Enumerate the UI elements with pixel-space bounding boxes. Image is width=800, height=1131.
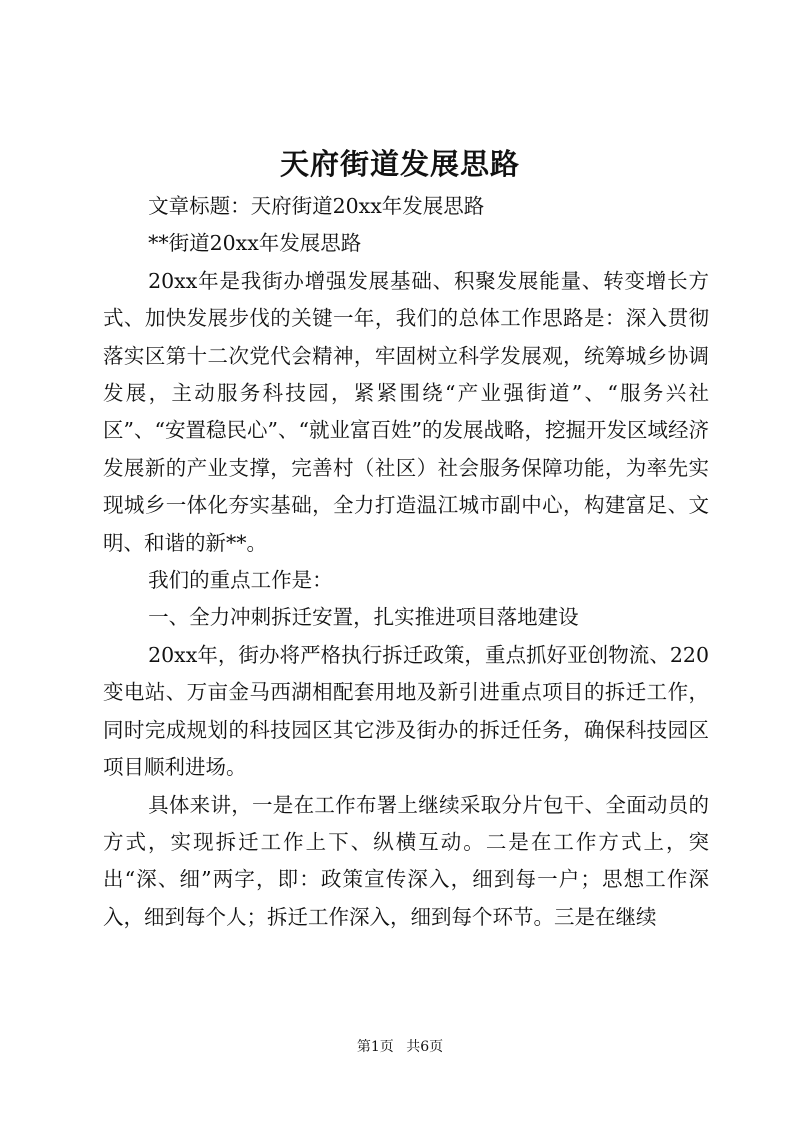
document-body	[103, 188, 709, 936]
subtitle-line: **街道20xx年发展思路	[148, 231, 362, 256]
page-number: 第1页	[356, 1039, 394, 1055]
paragraph-overview: 20xx年是我街办增强发展基础、积聚发展能量、转变增长方式、加快发展步伐的关键一年，我们的总体工作思路是：深入贯彻落实区第十二次党代会精神，牢固树立科学发展观，统筹城乡协调发展，主动服务科技园，紧紧围绕“产业强街道”、“服务兴社区”、“安置稳民心”、“就业富百姓”的发展战略，挖掘开发区域经济发展新的产业支撑，完善村（社区）社会服务保障功能，为率先实现城乡一体化夯实基础，全力打造温江城市副中心，构建富足、文明、和谐的新**。	[103, 268, 709, 555]
section-heading-1: 一、全力冲刺拆迁安置，扎实推进项目落地建设	[148, 605, 579, 630]
page-total: 共6页	[406, 1039, 444, 1055]
page-footer	[0, 1036, 800, 1056]
paragraph-key-work-intro: 我们的重点工作是：	[148, 568, 333, 593]
paragraph-demolition: 20xx年，街办将严格执行拆迁政策，重点抓好亚创物流、220变电站、万亩金马西湖相配套用地及新引进重点项目的拆迁工作，同时完成规划的科技园区其它涉及街办的拆迁任务，确保科技园区项目顺利进场。	[103, 642, 709, 780]
article-title-line: 文章标题：天府街道20xx年发展思路	[148, 194, 485, 218]
document-title: 天府街道发展思路	[279, 147, 520, 181]
paragraph-details: 具体来讲，一是在工作布署上继续采取分片包干、全面动员的方式，实现拆迁工作上下、纵横互动。二是在工作方式上，突出“深、细”两字，即：政策宣传深入，细到每一户；思想工作深入，细到每个人；拆迁工作深入，细到每个环节。三是在继续	[103, 792, 709, 929]
